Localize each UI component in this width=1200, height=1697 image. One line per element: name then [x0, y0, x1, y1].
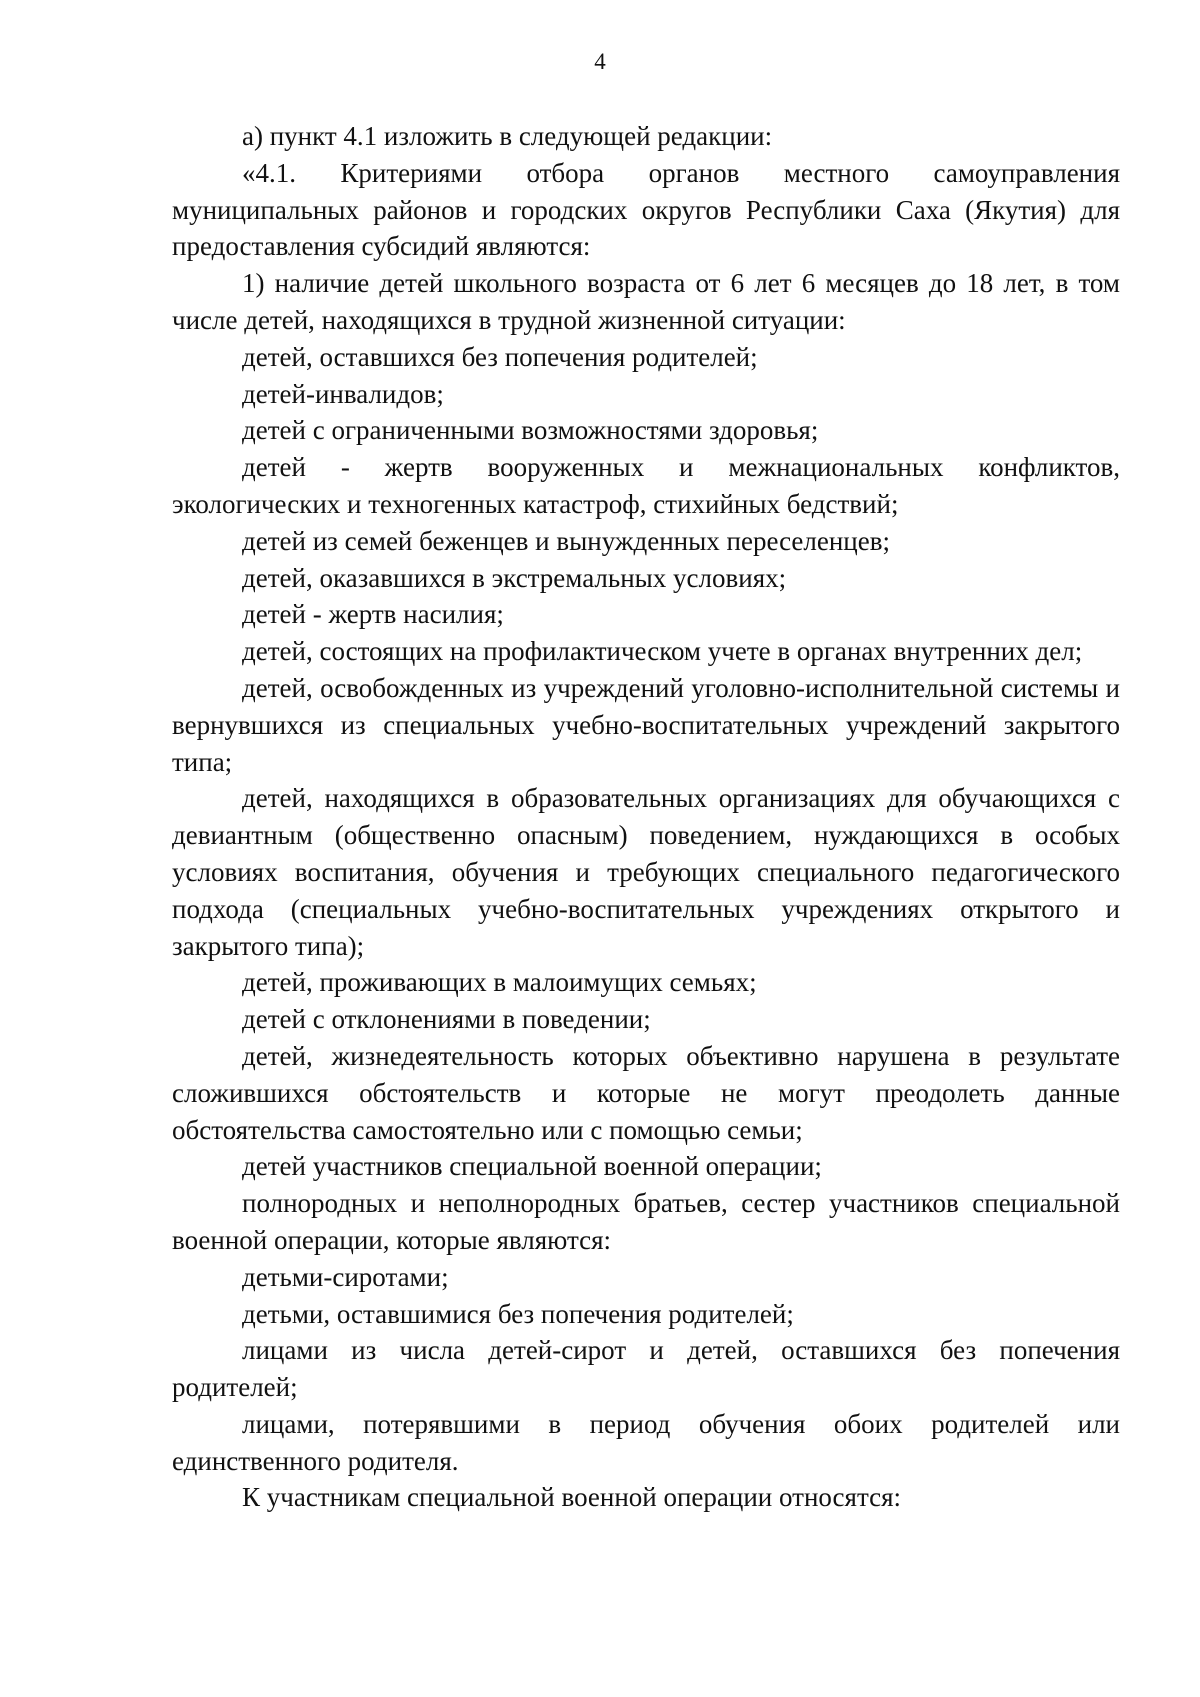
paragraph-criterion-1: 1) наличие детей школьного возраста от 6 лет 6 месяцев до 18 лет, в том числе детей, находящихся в трудной жизненной ситуации:	[172, 268, 1120, 335]
list-item: детей, освобожденных из учреждений уголовно-исполнительной системы и вернувшихся из специальных учебно-воспитательных учреждений закрытого типа;	[172, 672, 1120, 777]
paragraph-svo-participants: К участникам специальной военной операции относятся:	[242, 1482, 901, 1513]
list-item: полнородных и неполнородных братьев, сестер участников специальной военной операции, которые являются:	[172, 1188, 1120, 1255]
list-item: детей, оказавшихся в экстремальных условиях;	[242, 562, 787, 593]
list-item: детей участников специальной военной операции;	[242, 1151, 822, 1182]
list-item: детей, проживающих в малоимущих семьях;	[242, 967, 757, 998]
list-item: детей с ограниченными возможностями здоровья;	[242, 415, 819, 446]
list-item: детьми, оставшимися без попечения родителей;	[242, 1298, 794, 1329]
list-item: детей, жизнедеятельность которых объективно нарушена в результате сложившихся обстоятельств и которые не могут преодолеть данные обстоятельства самостоятельно или с помощью семьи;	[172, 1040, 1120, 1145]
list-item: детей, находящихся в образовательных организациях для обучающихся с девиантным (общественно опасным) поведением, нуждающихся в особых условиях воспитания, обучения и требующих специального педагогического подхода (специальных учебно-воспитательных учреждениях открытого и закрытого типа);	[172, 783, 1120, 961]
list-item: детей - жертв насилия;	[242, 599, 504, 630]
list-item: детей, состоящих на профилактическом учете в органах внутренних дел;	[242, 636, 1083, 667]
page-number: 4	[594, 49, 606, 74]
paragraph-criteria-heading: «4.1. Критериями отбора органов местного самоуправления муниципальных районов и городских округов Республики Саха (Якутия) для предоставления субсидий являются:	[172, 157, 1120, 262]
list-item: детей из семей беженцев и вынужденных переселенцев;	[242, 525, 890, 556]
list-item: детей-инвалидов;	[242, 378, 444, 409]
list-item: детьми-сиротами;	[242, 1261, 449, 1292]
list-item: лицами, потерявшими в период обучения обоих родителей или единственного родителя.	[172, 1408, 1120, 1476]
list-item: детей с отклонениями в поведении;	[242, 1004, 651, 1035]
document-body	[172, 118, 1120, 1516]
list-item: детей - жертв вооруженных и межнациональных конфликтов, экологических и техногенных катастроф, стихийных бедствий;	[172, 452, 1120, 519]
list-item: детей, оставшихся без попечения родителей;	[242, 341, 758, 372]
list-item: лицами из числа детей-сирот и детей, оставшихся без попечения родителей;	[172, 1335, 1120, 1403]
paragraph-amendment-intro: а) пункт 4.1 изложить в следующей редакции:	[242, 121, 773, 151]
